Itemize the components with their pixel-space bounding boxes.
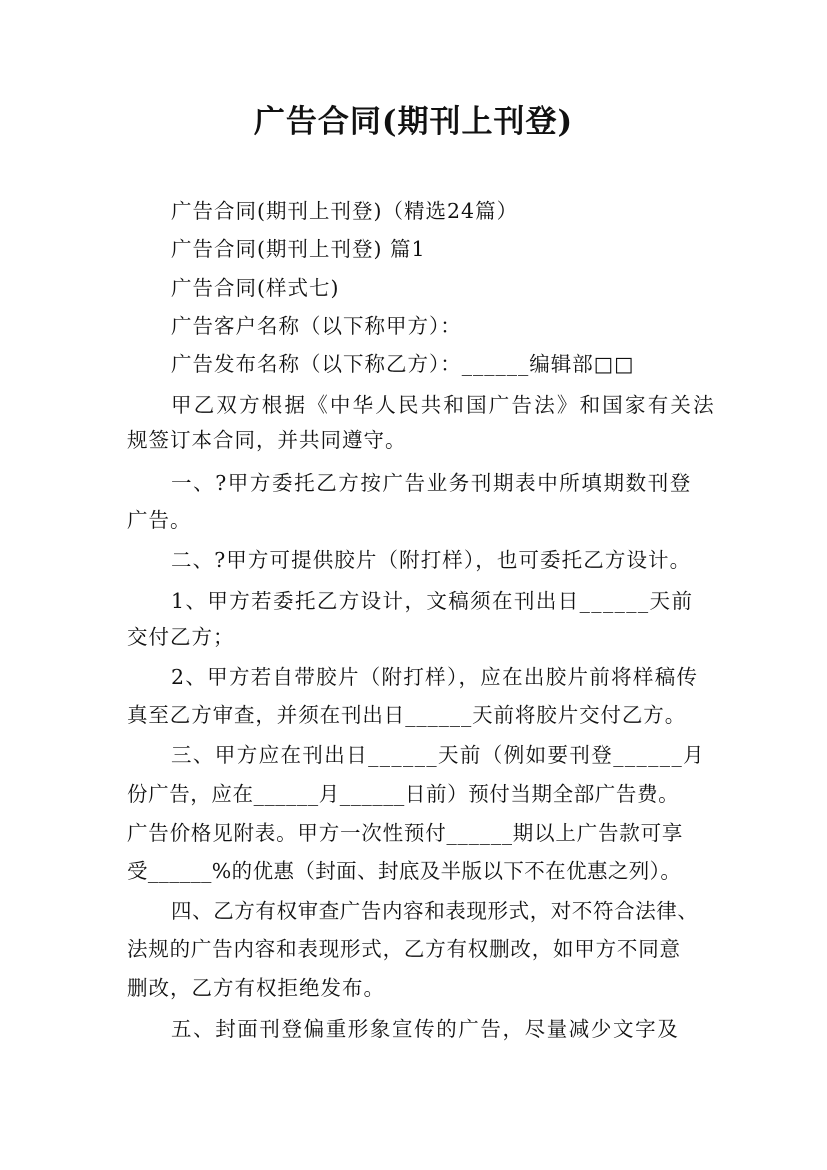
text-line: 三、甲方应在刊出日______天前（例如要刊登______月 [171, 743, 705, 767]
text-line: 广告客户名称（以下称甲方）： [171, 314, 462, 338]
text-line: 交付乙方； [127, 625, 235, 649]
text-line: 甲乙双方根据《中华人民共和国广告法》和国家有关法 [171, 393, 716, 417]
document-title: 广告合同(期刊上刊登) [253, 104, 574, 140]
text-line: 份广告，应在______月______日前）预付当期全部广告费。 [127, 782, 680, 806]
text-line: 广告合同(期刊上刊登) 篇1 [171, 237, 426, 261]
text-line: 广告。 [127, 508, 192, 532]
text-line: 广告价格见附表。甲方一次性预付______期以上广告款可享 [127, 821, 684, 845]
text-line: 一、?甲方委托乙方按广告业务刊期表中所填期数刊登 [171, 471, 692, 495]
text-line: 2、甲方若自带胶片（附打样），应在出胶片前将样稿传 [171, 665, 699, 689]
text-line: 广告发布名称（以下称乙方）：______编辑部□□ [171, 352, 635, 376]
text-line: 删改，乙方有权拒绝发布。 [127, 976, 385, 1000]
text-line: 受______%的优惠（封面、封底及半版以下不在优惠之列）。 [127, 859, 682, 883]
text-line: 四、乙方有权审查广告内容和表现形式，对不符合法律、 [171, 899, 699, 923]
text-line: 广告合同(期刊上刊登)（精选24篇） [171, 199, 519, 223]
text-line: 1、甲方若委托乙方设计，文稿须在刊出日______天前 [171, 589, 694, 613]
text-line: 规签订本合同，并共同遵守。 [127, 428, 407, 452]
text-line: 二、?甲方可提供胶片（附打样），也可委托乙方设计。 [171, 548, 692, 572]
text-line: 广告合同(样式七) [171, 276, 340, 300]
text-line: 真至乙方审查，并须在刊出日______天前将胶片交付乙方。 [127, 703, 687, 727]
text-line: 法规的广告内容和表现形式，乙方有权删改，如甲方不同意 [127, 937, 681, 961]
text-line: 五、封面刊登偏重形象宣传的广告，尽量减少文字及 [171, 1017, 680, 1041]
